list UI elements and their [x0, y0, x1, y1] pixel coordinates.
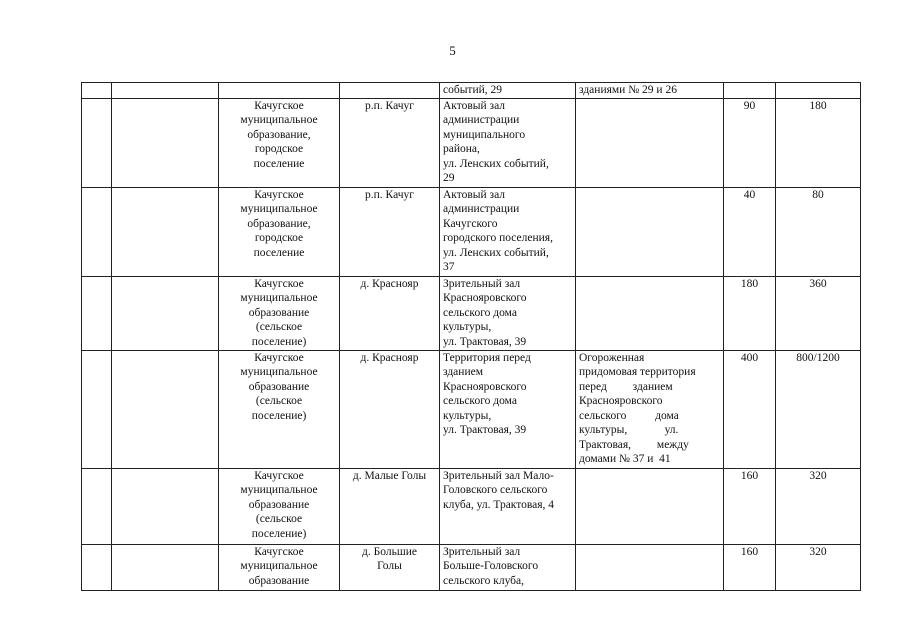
cell-venue: Актовый зал администрации Качугского городского поселения, ул. Ленских событий, 37: [440, 187, 576, 276]
table-row: [82, 468, 861, 544]
cell-blank: [112, 468, 219, 544]
cell-index: [82, 350, 112, 468]
table-row: [82, 350, 861, 468]
cell-index: [82, 187, 112, 276]
table-row: [82, 276, 861, 350]
cell-blank: [112, 83, 219, 99]
table-row: [82, 98, 861, 187]
cell-description: [576, 468, 724, 544]
cell-settlement: д. Краснояр: [340, 276, 440, 350]
cell-description: [576, 544, 724, 590]
cell-settlement: д. Краснояр: [340, 350, 440, 468]
table-row: [82, 544, 861, 590]
cell-capacity: 400: [724, 350, 776, 468]
cell-venue: Зрительный зал Больше-Головского сельского клуба,: [440, 544, 576, 590]
cell-description: зданиями № 29 и 26: [576, 83, 724, 99]
venues-table: [81, 82, 861, 591]
desc-line: Трактовая, между: [579, 438, 689, 451]
cell-index: [82, 83, 112, 99]
cell-description: [576, 98, 724, 187]
cell-description: [576, 187, 724, 276]
cell-capacity-total: 320: [776, 544, 861, 590]
desc-line: домами № 37 и 41: [579, 453, 671, 465]
cell-municipality: Качугское муниципальное образование (сельское поселение): [219, 350, 340, 468]
cell-description: [576, 276, 724, 350]
cell-capacity-total: 320: [776, 468, 861, 544]
table-row: [82, 187, 861, 276]
cell-municipality: Качугское муниципальное образование, городское поселение: [219, 98, 340, 187]
cell-capacity-total: 800/1200: [776, 350, 861, 468]
cell-blank: [112, 187, 219, 276]
cell-capacity-total: 360: [776, 276, 861, 350]
desc-line: сельского дома: [579, 409, 679, 422]
cell-capacity-total: [776, 83, 861, 99]
cell-municipality: Качугское муниципальное образование (сельское поселение): [219, 468, 340, 544]
cell-capacity-total: 80: [776, 187, 861, 276]
cell-settlement: д. Малые Голы: [340, 468, 440, 544]
cell-settlement: д. Большие Голы: [340, 544, 440, 590]
cell-venue: Зрительный зал Мало- Головского сельского клуба, ул. Трактовая, 4: [440, 468, 576, 544]
cell-settlement: [340, 83, 440, 99]
cell-capacity: 40: [724, 187, 776, 276]
cell-capacity: 180: [724, 276, 776, 350]
cell-index: [82, 468, 112, 544]
cell-venue: Зрительный зал Краснояровского сельского дома культуры, ул. Трактовая, 39: [440, 276, 576, 350]
cell-index: [82, 98, 112, 187]
cell-venue: Территория перед зданием Краснояровского сельского дома культуры, ул. Трактовая, 39: [440, 350, 576, 468]
cell-capacity: 160: [724, 468, 776, 544]
cell-blank: [112, 350, 219, 468]
desc-line: придомовая территория: [579, 366, 696, 378]
desc-line: культуры, ул.: [579, 424, 679, 436]
cell-municipality: [219, 83, 340, 99]
cell-description: [576, 350, 724, 468]
cell-index: [82, 276, 112, 350]
cell-settlement: р.п. Качуг: [340, 98, 440, 187]
page-number: 5: [449, 43, 456, 58]
cell-venue: событий, 29: [440, 83, 576, 99]
cell-capacity: 160: [724, 544, 776, 590]
cell-municipality: Качугское муниципальное образование (сельское поселение): [219, 276, 340, 350]
desc-line: Огороженная: [579, 351, 645, 364]
cell-capacity-total: 180: [776, 98, 861, 187]
desc-line: перед зданием: [579, 380, 673, 393]
cell-settlement: р.п. Качуг: [340, 187, 440, 276]
cell-blank: [112, 276, 219, 350]
table-row: [82, 83, 861, 99]
cell-municipality: Качугское муниципальное образование, городское поселение: [219, 187, 340, 276]
cell-index: [82, 544, 112, 590]
cell-venue: Актовый зал администрации муниципального района, ул. Ленских событий, 29: [440, 98, 576, 187]
cell-municipality: Качугское муниципальное образование: [219, 544, 340, 590]
cell-blank: [112, 544, 219, 590]
desc-line: Краснояровского: [579, 395, 663, 407]
cell-blank: [112, 98, 219, 187]
cell-capacity: 90: [724, 98, 776, 187]
cell-capacity: [724, 83, 776, 99]
